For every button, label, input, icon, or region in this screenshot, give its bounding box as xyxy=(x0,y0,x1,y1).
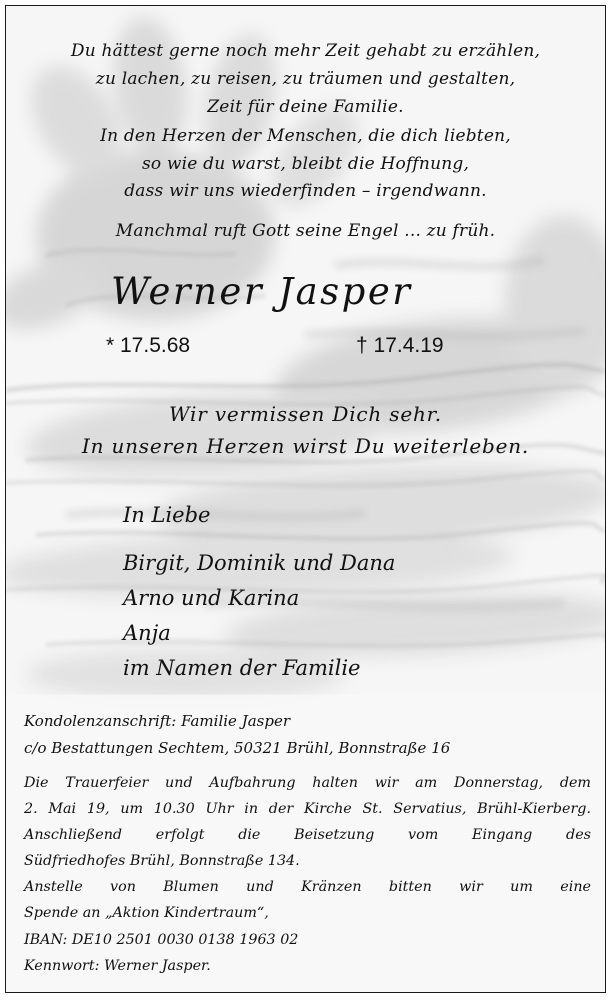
signature-name: Arno und Karina xyxy=(123,586,300,610)
condolence-address-line: Kondolenzanschrift: Familie Jasper xyxy=(24,712,290,730)
message-line: In unseren Herzen wirst Du weiterleben. xyxy=(81,434,530,458)
condolence-address-line: c/o Bestattungen Sechtem, 50321 Brühl, Bonnstraße 16 xyxy=(24,739,451,757)
bank-iban: IBAN: DE10 2501 0030 0138 1963 02 xyxy=(24,932,299,948)
deceased-name: Werner Jasper xyxy=(111,270,413,313)
death-date: † 17.4.19 xyxy=(356,334,444,357)
signature-name: Birgit, Dominik und Dana xyxy=(123,551,396,575)
poem-line: Du hättest gerne noch mehr Zeit gehabt zu erzählen, xyxy=(70,41,541,61)
birth-date: * 17.5.68 xyxy=(106,334,191,357)
poem-line: Manchmal ruft Gott seine Engel ... zu früh. xyxy=(115,221,496,241)
notice-text-layer xyxy=(6,6,605,992)
ceremony-line: Anschließend erfolgt die Beisetzung vom Eingang des xyxy=(24,827,591,843)
ceremony-line: Die Trauerfeier und Aufbahrung halten wir am Donnerstag, dem xyxy=(24,775,591,791)
ceremony-line: Spende an „Aktion Kindertraum“, xyxy=(24,905,269,921)
poem-line: so wie du warst, bleibt die Hoffnung, xyxy=(141,154,470,174)
poem-line: dass wir uns wiederfinden – irgendwann. xyxy=(124,181,487,201)
ceremony-line: Anstelle von Blumen und Kränzen bitten wir um eine xyxy=(24,879,591,895)
signature-name: Anja xyxy=(123,621,171,645)
poem-line: Zeit für deine Familie. xyxy=(207,97,404,117)
message-line: Wir vermissen Dich sehr. xyxy=(169,402,442,426)
signature-intro: In Liebe xyxy=(123,503,211,527)
donation-keyword: Kennwort: Werner Jasper. xyxy=(24,958,211,974)
poem-line: zu lachen, zu reisen, zu träumen und gestalten, xyxy=(95,69,516,89)
signature-name: im Namen der Familie xyxy=(123,656,361,680)
ceremony-line: Südfriedhofes Brühl, Bonnstraße 134. xyxy=(24,853,300,869)
obituary-notice xyxy=(5,5,606,993)
ceremony-line: 2. Mai 19, um 10.30 Uhr in der Kirche St. Servatius, Brühl-Kierberg. xyxy=(24,801,591,817)
poem-line: In den Herzen der Menschen, die dich liebten, xyxy=(100,126,511,146)
